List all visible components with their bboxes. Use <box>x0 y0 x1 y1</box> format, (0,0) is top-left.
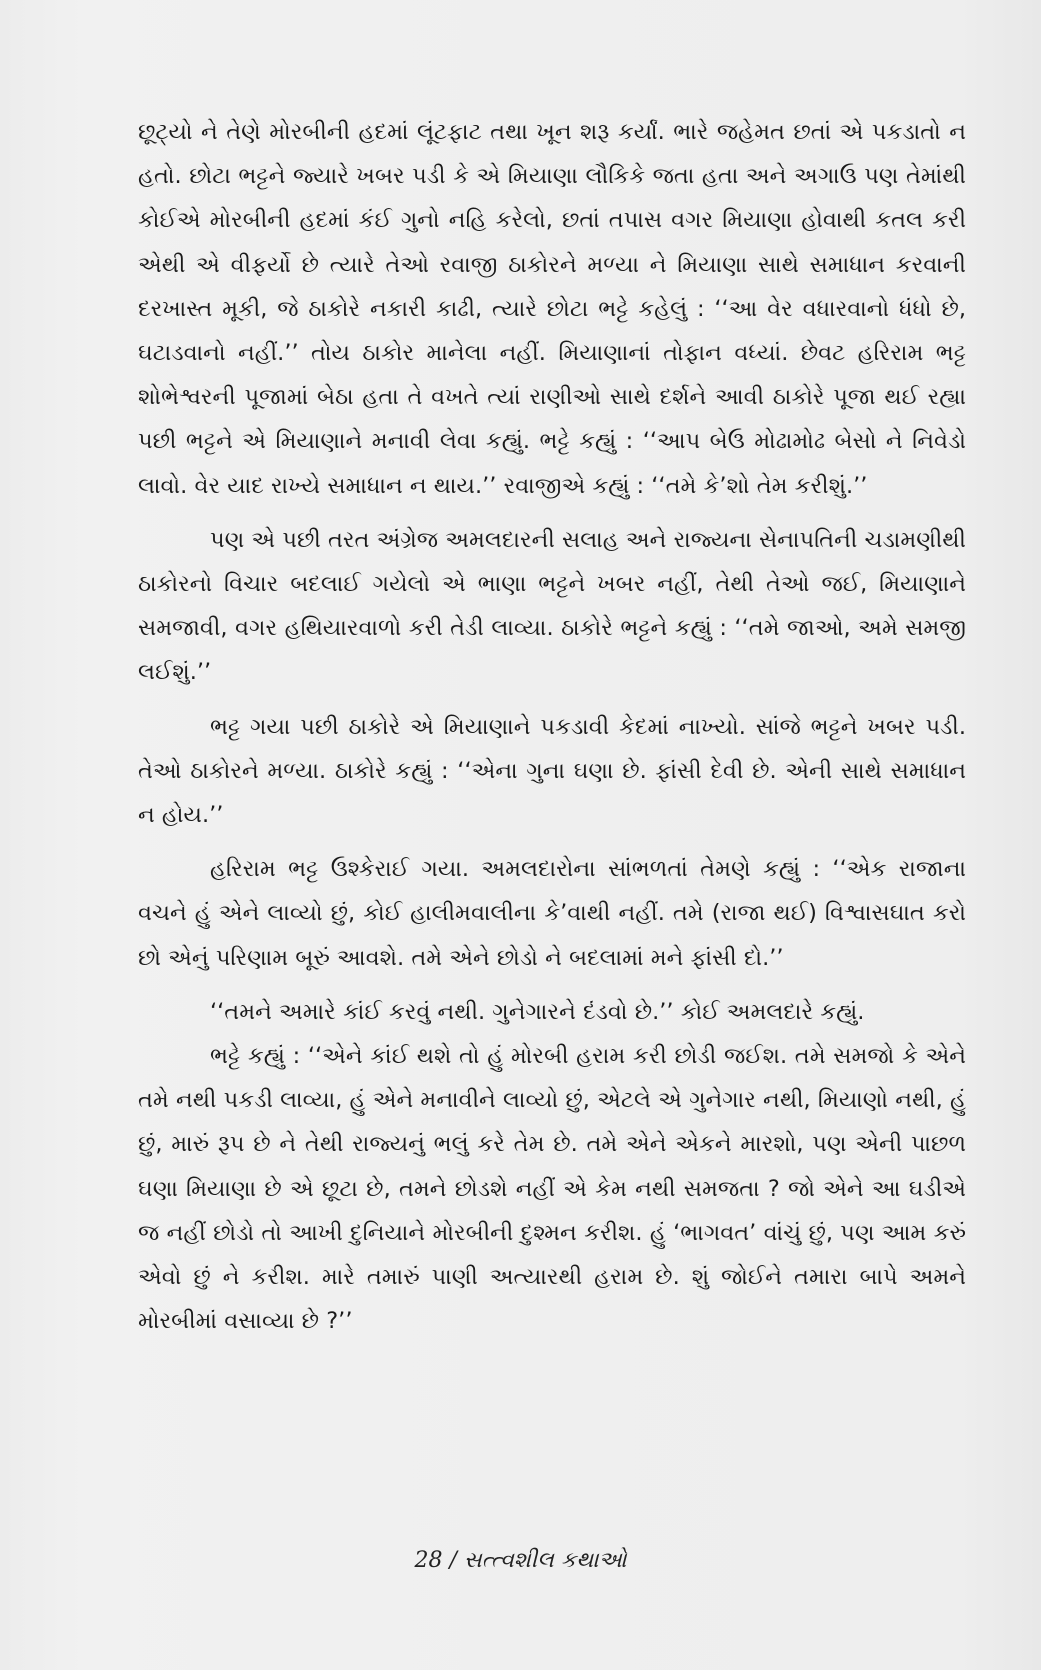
paragraph-3: ભટ્ટ ગયા પછી ઠાકોરે એ મિયાણાને પકડાવી કેદમાં નાખ્યો. સાંજે ભટ્ટને ખબર પડી. તેઓ ઠાકોરને મળ્યા. ઠાકોરે કહ્યું : ‘‘એના ગુના ઘણા છે. ફાંસી દેવી છે. એની સાથે સમાધાન ન હોય.’’ <box>138 713 966 829</box>
page-footer: 28 / સત્ત્વશીલ કથાઓ <box>414 1548 627 1573</box>
paragraph-1: છૂટ્યો ને તેણે મોરબીની હદમાં લૂંટફાટ તથા ખૂન શરૂ કર્યાં. ભારે જહેમત છતાં એ પકડાતો ન હતો. છોટા ભટ્ટને જ્યારે ખબર પડી કે એ મિયાણા લૌકિકે જતા હતા અને અગાઉ પણ તેમાંથી કોઈએ મોરબીની હદમાં કંઈ ગુનો નહિ કરેલો, છતાં તપાસ વગર મિયાણા હોવાથી કતલ કરી એથી એ વીફર્યો છે ત્યારે તેઓ રવાજી ઠાકોરને મળ્યા ને મિયાણા સાથે સમાધાન કરવાની દરખાસ્ત મૂકી, જે ઠાકોરે નકારી કાઢી, ત્યારે છોટા ભટ્ટે કહેલું : ‘‘આ વેર વધારવાનો ધંધો છે, ઘટાડવાનો નહીં.’’ તોય ઠાકોર માનેલા નહીં. મિયાણાનાં તોફાન વધ્યાં. છેવટ હરિરામ ભટ્ટ શોભેશ્વરની પૂજામાં બેઠા હતા તે વખતે ત્યાં રાણીઓ સાથે દર્શને આવી ઠાકોરે પૂજા થઈ રહ્યા પછી ભટ્ટને એ મિયાણાને મનાવી લેવા કહ્યું. ભટ્ટે કહ્યું : ‘‘આપ બેઉ મોઢામોઢ બેસો ને નિવેડો લાવો. વેર યાદ રાખ્યે સમાધાન ન થાય.’’ રવાજીએ કહ્યું : ‘‘તમે કે’શો તેમ કરીશું.’’ <box>138 119 966 499</box>
paragraph-6: ભટ્ટે કહ્યું : ‘‘એને કાંઈ થશે તો હું મોરબી હરામ કરી છોડી જઈશ. તમે સમજો કે એને તમે નથી પકડી લાવ્યા, હું એને મનાવીને લાવ્યો છું, એટલે એ ગુનેગાર નથી, મિયાણો નથી, હું છું, મારું રૂપ છે ને તેથી રાજ્યનું ભલું કરે તેમ છે. તમે એને એકને મારશો, પણ એની પાછળ ઘણા મિયાણા છે એ છૂટા છે, તમને છોડશે નહીં એ કેમ નથી સમજતા ? જો એને આ ઘડીએ જ નહીં છોડો તો આખી દુનિયાને મોરબીની દુશ્મન કરીશ. હું ‘ભાગવત’ વાંચું છું, પણ આમ કરું એવો છું ને કરીશ. મારે તમારું પાણી અત્યારથી હરામ છે. શું જોઈને તમારા બાપે અમને મોરબીમાં વસાવ્યા છે ?’’ <box>138 1043 966 1335</box>
paragraph-4: હરિરામ ભટ્ટ ઉશ્કેરાઈ ગયા. અમલદારોના સાંભળતાં તેમણે કહ્યું : ‘‘એક રાજાના વચને હું એને લાવ્યો છું, કોઈ હાલીમવાલીના કે’વાથી નહીં. તમે (રાજા થઈ) વિશ્વાસઘાત કરો છો એનું પરિણામ બૂરું આવશે. તમે એને છોડો ને બદલામાં મને ફાંસી દો.’’ <box>138 856 966 971</box>
paragraph-2: પણ એ પછી તરત અંગ્રેજ અમલદારની સલાહ અને રાજ્યના સેનાપતિની ચડામણીથી ઠાકોરનો વિચાર બદલાઈ ગયેલો એ ભાણા ભટ્ટને ખબર નહીં, તેથી તેઓ જઈ, મિયાણાને સમજાવી, વગર હથિયારવાળો કરી તેડી લાવ્યા. ઠાકોરે ભટ્ટને કહ્યું : ‘‘તમે જાઓ, અમે સમજી લઈશું.’’ <box>138 526 966 686</box>
paragraph-5: ‘‘તમને અમારે કાંઈ કરવું નથી. ગુનેગારને દંડવો છે.’’ કોઈ અમલદારે કહ્યું. <box>210 998 865 1025</box>
body-text <box>138 110 966 1530</box>
